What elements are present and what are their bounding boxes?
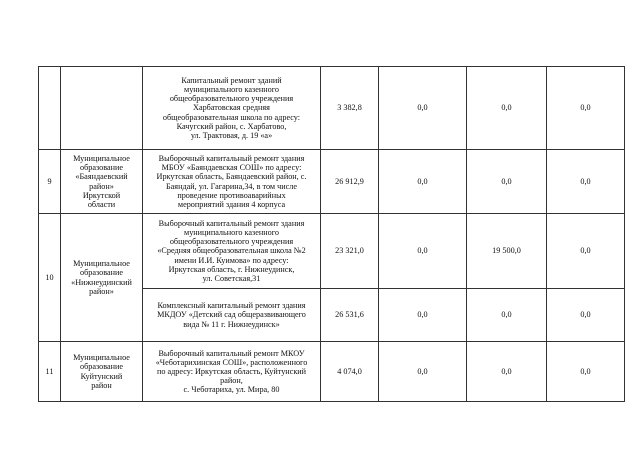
table-row — [39, 67, 625, 150]
amount-cell: 0,0 — [379, 67, 467, 150]
amount-total-cell: 4 074,0 — [321, 342, 379, 402]
amount-cell: 0,0 — [379, 289, 467, 342]
amount-cell: 0,0 — [379, 150, 467, 214]
amount-total-cell: 26 531,6 — [321, 289, 379, 342]
object-description-cell: Выборочный капитальный ремонт здания МБОУ «Баяндаевская СОШ» по адресу: Иркутская область, Баяндаевский район, с. Баяндай, ул. Гагарина,34, в том числе проведение противоаварийных мероприятий здания 4 корпуса — [143, 150, 321, 214]
amount-cell: 0,0 — [547, 342, 625, 402]
region-cell: Муниципальное образование Куйтунский район — [61, 342, 143, 402]
region-cell — [61, 67, 143, 150]
table-row — [39, 342, 625, 402]
amount-cell: 0,0 — [467, 150, 547, 214]
amount-cell: 0,0 — [379, 342, 467, 402]
amount-cell: 0,0 — [467, 67, 547, 150]
object-description-cell: Комплексный капитальный ремонт здания МКДОУ «Детский сад общеразвивающего вида № 11 г. Нижнеудинск» — [143, 289, 321, 342]
object-description-cell: Капитальный ремонт зданий муниципального казенного общеобразовательного учреждения Харбатовская средняя общеобразовательная школа по адресу: Качугский район, с. Харбатово, ул. Трактовая, д. 19 «а» — [143, 67, 321, 150]
region-cell: Муниципальное образование «Баяндаевский район» Иркутской области — [61, 150, 143, 214]
table-row — [39, 150, 625, 214]
amount-total-cell: 23 321,0 — [321, 214, 379, 289]
row-number-cell: 10 — [39, 214, 61, 342]
funding-table — [38, 66, 625, 402]
amount-cell: 0,0 — [547, 289, 625, 342]
table-row — [39, 214, 625, 289]
region-cell: Муниципальное образование «Нижнеудинский район» — [61, 214, 143, 342]
amount-cell: 0,0 — [379, 214, 467, 289]
amount-cell: 0,0 — [547, 150, 625, 214]
object-description-cell: Выборочный капитальный ремонт здания муниципального казенного общеобразовательного учреждения «Средняя общеобразовательная школа №2 имени И.И. Куимова» по адресу: Иркутская область, г. Нижнеудинск, ул. Советская,31 — [143, 214, 321, 289]
row-number-cell — [39, 67, 61, 150]
amount-cell: 19 500,0 — [467, 214, 547, 289]
amount-cell: 0,0 — [547, 214, 625, 289]
amount-cell: 0,0 — [467, 289, 547, 342]
amount-total-cell: 3 382,8 — [321, 67, 379, 150]
row-number-cell: 11 — [39, 342, 61, 402]
object-description-cell: Выборочный капитальный ремонт МКОУ «Чеботарихинская СОШ», расположенного по адресу: Иркутская область, Куйтунский район, с. Чеботариха, ул. Мира, 80 — [143, 342, 321, 402]
amount-cell: 0,0 — [547, 67, 625, 150]
amount-total-cell: 26 912,9 — [321, 150, 379, 214]
amount-cell: 0,0 — [467, 342, 547, 402]
row-number-cell: 9 — [39, 150, 61, 214]
